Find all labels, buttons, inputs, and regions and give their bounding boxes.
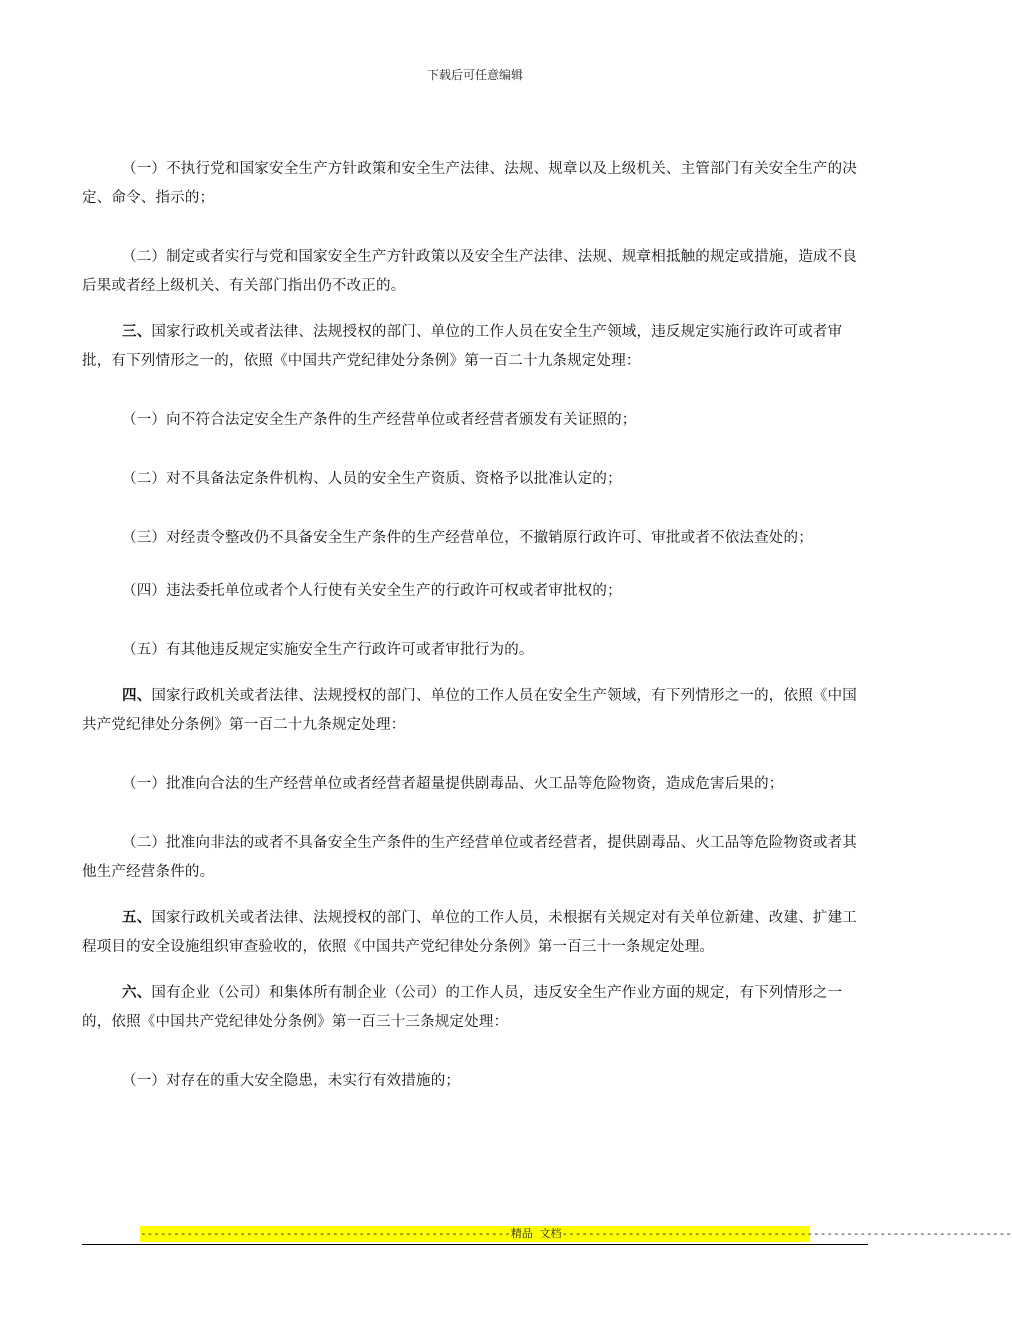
section-3-text: 国家行政机关或者法律、法规授权的部门、单位的工作人员在安全生产领域，违反规定实施行政许可或者审批，有下列情形之一的，依照《中国共产党纪律处分条例》第一百二十九条规定处理：: [82, 324, 843, 369]
section-6-number: 六、: [122, 984, 152, 1001]
clause-3-2: [82, 465, 868, 494]
document-body: [82, 155, 868, 1096]
section-6: [82, 978, 868, 1037]
footer-divider: [82, 1244, 868, 1245]
clause-3-5: [82, 636, 868, 665]
page-header: 下载后可任意编辑: [426, 68, 523, 82]
clause-6-1: [82, 1067, 868, 1096]
clause-3-1-text: （一）向不符合法定安全生产条件的生产经营单位或者经营者颁发有关证照的；: [122, 412, 637, 428]
clause-4-2: [82, 829, 868, 887]
clause-2: [82, 243, 868, 301]
section-4: [82, 681, 868, 740]
clause-6-1-text: （一）对存在的重大安全隐患，未实行有效措施的；: [122, 1073, 461, 1089]
clause-1: [82, 155, 868, 213]
section-5-number: 五、: [122, 909, 152, 926]
clause-3-4-text: （四）违法委托单位或者个人行使有关安全生产的行政许可权或者审批权的；: [122, 583, 622, 599]
section-6-text: 国有企业（公司）和集体所有制企业（公司）的工作人员，违反安全生产作业方面的规定，有下列情形之一的，依照《中国共产党纪律处分条例》第一百三十三条规定处理：: [82, 985, 843, 1030]
footer-banner: --------------------------------------------------------精品 文档--------------------------------------------------------------------: [140, 1227, 1012, 1240]
section-5-text: 国家行政机关或者法律、法规授权的部门、单位的工作人员，未根据有关规定对有关单位新建、改建、扩建工程项目的安全设施组织审查验收的，依照《中国共产党纪律处分条例》第一百三十一条规定处理。: [82, 910, 858, 955]
clause-3-3-text: （三）对经责令整改仍不具备安全生产条件的生产经营单位，不撤销原行政许可、审批或者不依法查处的；: [122, 530, 813, 546]
section-5: [82, 903, 868, 962]
section-4-text: 国家行政机关或者法律、法规授权的部门、单位的工作人员在安全生产领域，有下列情形之一的，依照《中国共产党纪律处分条例》第一百二十九条规定处理：: [82, 688, 858, 733]
clause-4-2-text: （二）批准向非法的或者不具备安全生产条件的生产经营单位或者经营者，提供剧毒品、火工品等危险物资或者其他生产经营条件的。: [82, 835, 857, 880]
clause-3-1: [82, 406, 868, 435]
clause-2-text: （二）制定或者实行与党和国家安全生产方针政策以及安全生产法律、法规、规章相抵触的规定或措施，造成不良后果或者经上级机关、有关部门指出仍不改正的。: [82, 249, 857, 294]
clause-1-text: （一）不执行党和国家安全生产方针政策和安全生产法律、法规、规章以及上级机关、主管部门有关安全生产的决定、命令、指示的；: [82, 161, 857, 206]
clause-4-1-text: （一）批准向合法的生产经营单位或者经营者超量提供剧毒品、火工品等危险物资，造成危害后果的；: [122, 776, 784, 792]
clause-3-4: [82, 577, 868, 606]
section-3-number: 三、: [122, 323, 152, 340]
clause-3-2-text: （二）对不具备法定条件机构、人员的安全生产资质、资格予以批准认定的；: [122, 471, 622, 487]
clause-3-5-text: （五）有其他违反规定实施安全生产行政许可或者审批行为的。: [122, 642, 534, 658]
section-4-number: 四、: [122, 687, 152, 704]
clause-4-1: [82, 770, 868, 799]
clause-3-3: [82, 524, 868, 553]
section-3: [82, 317, 868, 376]
